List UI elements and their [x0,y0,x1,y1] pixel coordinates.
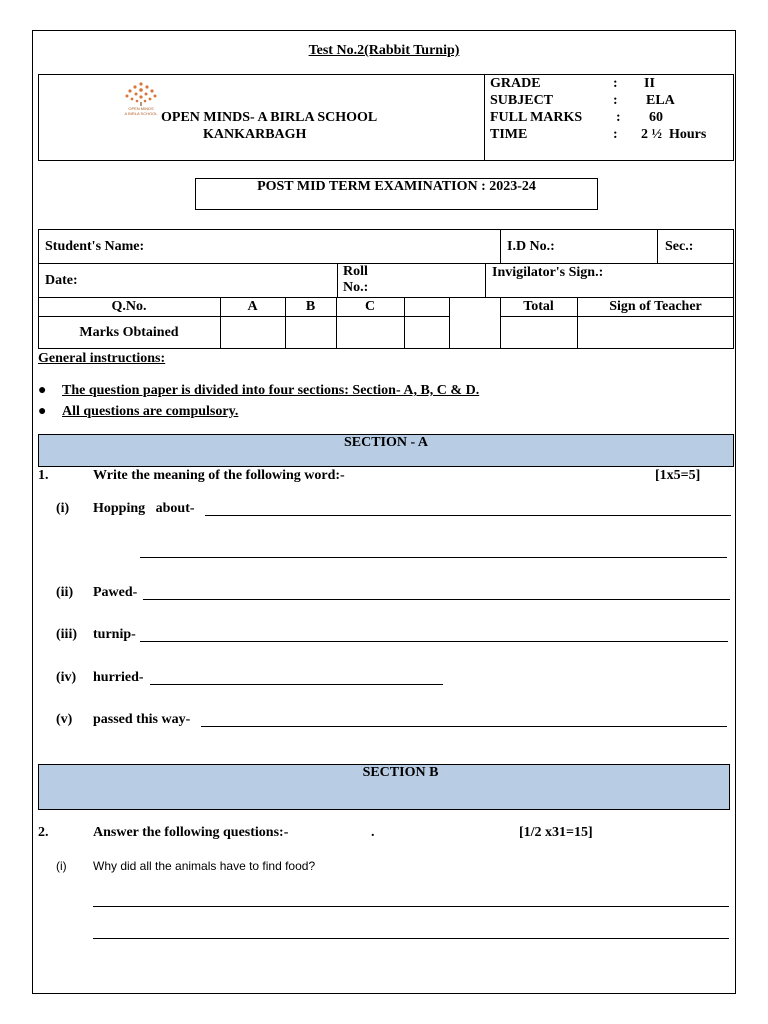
info-marks-sep: : [616,110,621,125]
instructions-heading: General instructions: [38,351,166,366]
info-grade-value: II [644,76,655,91]
marks-row-divider-left [38,316,450,317]
q2-sub1-number: (i) [56,859,67,873]
info-subject-value: ELA [646,93,675,108]
q2-sub1-text: Why did all the animals have to find food? [93,859,316,873]
info-time-value: 2 ½ Hours [641,127,707,142]
marks-col-4 [404,297,405,349]
exam-title: POST MID TERM EXAMINATION : 2023-24 [257,179,536,194]
invigilator-sign-field[interactable]: Invigilator's Sign.: [492,265,604,280]
q2-number: 2. [38,825,49,840]
col-divider-roll [337,263,338,298]
info-grade-sep: : [613,76,618,91]
q2-text: Answer the following questions:- [93,825,289,840]
school-logo [118,80,164,122]
col-a-header: A [247,299,258,314]
q1-marks: [1x5=5] [655,468,701,483]
part-v-number: (v) [56,712,73,727]
instruction-1: The question paper is divided into four sections: Section- A, B, C & D. [62,383,480,398]
roll-no-field[interactable] [343,264,368,296]
answer-line[interactable] [150,684,443,685]
answer-line[interactable] [140,557,727,558]
student-name-field[interactable]: Student's Name: [45,239,145,254]
answer-line[interactable] [93,938,729,939]
section-field[interactable]: Sec.: [665,239,694,254]
q1-number: 1. [38,468,49,483]
total-header: Total [523,299,554,314]
col-c-header: C [364,299,376,314]
part-iv-number: (iv) [56,670,77,685]
q2-dot: . [371,825,375,840]
answer-line[interactable] [93,906,729,907]
col-b-header: B [305,299,316,314]
q1-text: Write the meaning of the following word:- [93,468,345,483]
marks-obtained-label: Marks Obtained [79,325,179,340]
part-iii-number: (iii) [56,627,77,642]
test-title: Test No.2(Rabbit Turnip) [308,43,460,58]
logo-text-2: A BIRLA SCHOOL [124,111,158,116]
answer-line[interactable] [143,599,730,600]
part-i-number: (i) [56,501,70,516]
answer-line[interactable] [140,641,728,642]
bullet-icon: ● [38,383,47,398]
marks-col-5 [449,297,450,349]
part-iv-text: hurried- [93,670,144,685]
part-ii-number: (ii) [56,585,74,600]
info-subject-label: SUBJECT [490,93,554,108]
marks-row-divider-right [500,316,734,317]
sign-teacher-header: Sign of Teacher [609,299,702,314]
part-iii-text: turnip- [93,627,136,642]
qno-header: Q.No. [111,299,147,314]
col-divider-invig [485,263,486,298]
logo-text-1: OPEN MINDS [128,106,154,111]
part-ii-text: Pawed- [93,585,138,600]
part-i-text: Hopping about- [93,501,195,516]
section-b-title: SECTION B [362,765,439,780]
school-branch: KANKARBAGH [203,127,307,142]
header-divider [484,74,485,161]
roll-label-2: No.: [343,280,369,295]
bullet-icon: ● [38,404,47,419]
row-divider [38,263,734,264]
section-a-title: SECTION - A [343,435,429,450]
answer-line[interactable] [205,515,731,516]
id-no-field[interactable]: I.D No.: [507,239,555,254]
q2-marks: [1/2 x31=15] [519,825,593,840]
col-divider-sec [657,229,658,263]
date-field[interactable]: Date: [45,273,78,288]
school-name: OPEN MINDS- A BIRLA SCHOOL [161,110,378,125]
info-time-sep: : [613,127,618,142]
instruction-2: All questions are compulsory. [62,404,239,419]
part-v-text: passed this way- [93,712,191,727]
info-marks-label: FULL MARKS [490,110,583,125]
info-time-label: TIME [490,127,528,142]
info-grade-label: GRADE [490,76,541,91]
info-marks-value: 60 [649,110,663,125]
answer-line[interactable] [201,726,727,727]
info-subject-sep: : [613,93,618,108]
roll-label-1: Roll [343,264,368,279]
col-divider-id [500,229,501,263]
